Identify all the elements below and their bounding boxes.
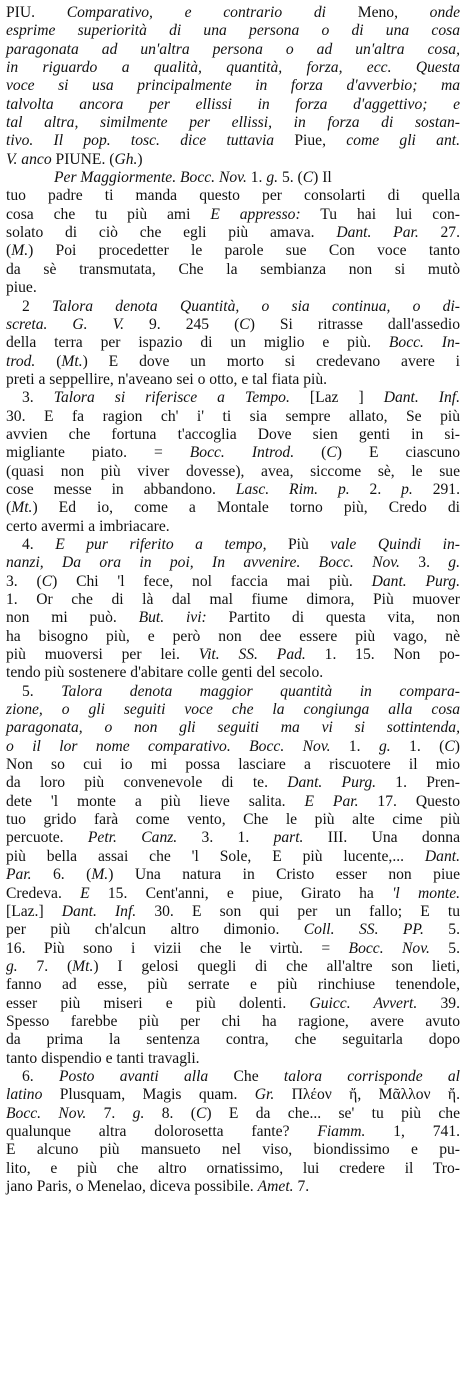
italic-text: Posto avanti alla <box>58 1067 209 1085</box>
roman-text: 8. ( <box>144 1104 196 1122</box>
entry-line <box>6 1050 460 1068</box>
roman-text: da loro più convenevole di te. <box>6 774 288 792</box>
roman-text: ) <box>454 737 460 755</box>
roman-text: percuote. <box>6 829 88 847</box>
italic-text: C <box>41 572 53 590</box>
italic-text: E pur riferito a tempo, <box>55 535 267 553</box>
entry-line <box>6 114 460 132</box>
roman-text: 30. E son qui per un fallo; E tu <box>136 902 460 920</box>
roman-text: PIU. <box>6 4 36 21</box>
entry-line <box>6 903 460 921</box>
roman-text: Meno, <box>357 4 398 21</box>
entry-line <box>6 940 460 958</box>
roman-text: lito, e più che altro ornatissimo, lui credere il Tro- <box>6 1159 460 1177</box>
entry-line <box>6 187 460 205</box>
roman-text: Piue, <box>294 132 326 150</box>
roman-text: 6. <box>22 1067 59 1085</box>
roman-text: Plusquam, Magis quam. <box>42 1086 255 1104</box>
italic-text: tivo. Il pop. tosc. dice tuttavia <box>6 132 295 150</box>
roman-text: 3. <box>399 554 449 572</box>
entry-line <box>6 151 460 169</box>
entry-line <box>6 1013 460 1031</box>
italic-text: Talora denota maggior quantità in compara- <box>61 682 460 700</box>
entry-line <box>6 1068 460 1086</box>
roman-text: 16. Più sono i vizii che le virtù. = <box>6 939 349 957</box>
roman-text: qualunque altra dolorosetta fante? <box>6 1122 318 1140</box>
roman-text: 1. Pren- <box>376 774 460 792</box>
roman-text: non mi può. <box>6 609 139 627</box>
entry-line <box>6 481 460 499</box>
italic-text: C <box>195 1104 207 1122</box>
entry-line <box>6 701 460 719</box>
roman-text: 6. ( <box>31 866 92 884</box>
roman-text: da sè transmutata, Che la sembianza non si mutò <box>6 260 460 278</box>
entry-line <box>6 719 460 737</box>
roman-text: cosa che tu più ami <box>6 205 211 223</box>
roman-text: ) Chi 'l fece, nol faccia mai più. <box>52 572 372 590</box>
roman-text: migliante piato. = <box>6 444 190 462</box>
entry-line <box>6 389 460 407</box>
roman-text: ) E dove un morto si credevano avere i <box>82 352 460 370</box>
entry-line <box>6 1086 460 1104</box>
roman-text: più muoversi per lei. <box>6 646 199 664</box>
italic-text: Mt. <box>72 957 94 975</box>
roman-text: cose messe in abbandono. <box>6 480 236 498</box>
entry-line <box>6 96 460 114</box>
roman-text: 7. <box>86 1104 133 1122</box>
entry-line <box>6 334 460 352</box>
italic-text: E <box>80 884 90 902</box>
italic-text: Mt. <box>11 499 33 517</box>
roman-text: 17. Questo <box>358 792 461 810</box>
roman-text: 39. <box>417 994 460 1012</box>
roman-text: fanno ad esse, più serrate e più rinchiuse tenendole, <box>6 976 460 994</box>
italic-text: Comparativo, e contrario di <box>35 4 358 21</box>
entry-line <box>6 77 460 95</box>
roman-text: ) E da che... se' tu più che <box>206 1104 460 1122</box>
italic-text: Per Maggiormente. Bocc. Nov. <box>54 169 251 187</box>
italic-text: screta. G. V. <box>6 315 149 333</box>
roman-text: 5. <box>423 921 460 939</box>
entry-line <box>6 279 460 297</box>
roman-text: dete 'l monte a più lieve salita. <box>6 792 305 810</box>
entry-line <box>6 1178 460 1196</box>
entry-line <box>6 976 460 994</box>
entry-line <box>6 242 460 260</box>
entry-line <box>6 609 460 627</box>
italic-text: talvolta ancora per ellissi in forza d'aggettivo; e <box>6 95 460 113</box>
entry-line <box>6 591 460 609</box>
italic-text: Dant. Inf. <box>61 902 137 920</box>
entry-line <box>6 298 460 316</box>
roman-text: tuo grido farà come vento, Che le più alte cime più <box>6 811 460 829</box>
entry-line <box>6 224 460 242</box>
italic-text: Dant. Purg. <box>371 572 460 590</box>
italic-text: zione, o gli seguiti voce che la congiunga alla cosa <box>6 701 460 719</box>
roman-text: [Laz ] <box>289 389 384 407</box>
roman-text: Spesso farebbe più per chi ha ragione, avere avuto <box>6 1012 460 1030</box>
italic-text: E appresso: <box>210 205 301 223</box>
roman-text: 1, 741. <box>365 1122 461 1140</box>
roman-text: ) Poi procedetter le parole sue Con voce tanto <box>28 242 460 260</box>
italic-text: Dant. Purg. <box>287 774 377 792</box>
entry-line <box>6 463 460 481</box>
italic-text: come gli ant. <box>325 132 460 150</box>
roman-text: Partito di questa vita, non <box>206 609 461 627</box>
roman-text: 3. 1. <box>177 829 274 847</box>
entry-line <box>6 444 460 462</box>
entry-line <box>6 958 460 976</box>
roman-text: jano Paris, o Menelao, diceva possibile. <box>6 1178 258 1195</box>
roman-text: esser più miseri e più dolenti. <box>6 994 310 1012</box>
italic-text: talora corrisponde al <box>283 1067 461 1085</box>
roman-text: ha bisogno più, e però non dee essere più vago, nè <box>6 627 460 645</box>
italic-text: Gh. <box>114 150 138 168</box>
roman-text: certo avermi a imbriacare. <box>6 517 170 535</box>
roman-text: 3. <box>22 389 54 407</box>
entry-line <box>6 1105 460 1123</box>
roman-text: 30. E fa ragion ch' i' ti sia sempre allato, Se più <box>6 407 460 425</box>
roman-text: ( <box>6 242 12 260</box>
roman-text: ) E ciascuno <box>336 444 461 462</box>
roman-text: (quasi non più viver dovesse), avea, siccome sè, le sue <box>6 462 460 480</box>
roman-text: 1. Or che di là dal mal fiume dimora, Più muover <box>6 591 460 608</box>
entry-line <box>6 573 460 591</box>
entry-line <box>6 518 460 536</box>
roman-text: più bella assai che 'l Sole, E più lucente,... <box>6 847 425 865</box>
roman-text: ) Il <box>313 169 332 187</box>
roman-text: piue. <box>6 279 37 297</box>
roman-text: preti a seppellire, n'aveano sei o otto, e tal fiata più. <box>6 370 328 388</box>
roman-text: 7. <box>293 1178 310 1195</box>
entry-line <box>6 554 460 572</box>
roman-text: Tu hai lui con- <box>300 205 460 223</box>
entry-line <box>6 132 460 150</box>
italic-text: onde <box>397 4 460 21</box>
roman-text: 5. ( <box>281 169 303 187</box>
italic-text: M. <box>91 866 109 884</box>
roman-text: 4. <box>22 535 56 553</box>
italic-text: paragonata ad un'altra persona o ad un'altra cosa, <box>6 40 460 58</box>
italic-text: 'l monte. <box>392 884 461 902</box>
italic-text: nanzi, Da ora in poi, In avvenire. Bocc. Nov. <box>6 554 400 572</box>
italic-text: Dant. Inf. <box>383 389 461 407</box>
roman-text: 1. ( <box>390 737 445 755</box>
italic-text: C <box>326 444 337 462</box>
roman-text: ( <box>35 352 62 370</box>
italic-text: o il lor nome comparativo. Bocc. Nov. <box>6 737 331 755</box>
entry-line <box>6 628 460 646</box>
italic-text: g. <box>266 169 282 187</box>
italic-text: paragonata, o non gli seguiti ma vi si sottintenda, <box>6 719 460 737</box>
italic-text: g. <box>6 957 18 975</box>
roman-text: ) Una natura in Cristo esser non piue <box>108 866 460 884</box>
italic-text: Coll. SS. PP. <box>303 921 424 939</box>
roman-text: solato di ciò che egli più amava. <box>6 224 337 242</box>
italic-text: Guicc. Avvert. <box>309 994 418 1012</box>
entry-line <box>6 646 460 664</box>
entry-line <box>6 1141 460 1159</box>
roman-text: 1. <box>250 169 267 187</box>
italic-text: Fiamm. <box>317 1122 366 1140</box>
roman-text: ( <box>294 444 327 462</box>
italic-text: C <box>239 315 250 333</box>
roman-text: 5. <box>22 682 62 700</box>
italic-text: p. <box>401 480 413 498</box>
roman-text: [Laz.] <box>6 902 62 920</box>
entry-line <box>6 664 460 682</box>
roman-text: 2. <box>349 480 402 498</box>
roman-text: da prima la sentenza contra, che seguitarla dopo <box>6 1031 460 1049</box>
entry-line <box>6 261 460 279</box>
entry-line <box>6 316 460 334</box>
italic-text: Dant. Par. <box>336 224 419 242</box>
roman-text: Che <box>208 1067 284 1085</box>
entry-line <box>6 169 460 187</box>
roman-text: ) Ed io, come a Montale torno più, Credo di <box>32 499 460 517</box>
italic-text: tal altra, similmente per ellissi, in forza di sostan- <box>6 114 460 132</box>
entry-line <box>6 1031 460 1049</box>
italic-text: Par. <box>6 866 32 884</box>
roman-text: Non so cui io mi possa lasciare a riscuotere il mio <box>6 756 460 774</box>
roman-text: 27. <box>418 224 461 242</box>
italic-text: voce si usa principalmente in forza d'avverbio; ma <box>6 77 460 95</box>
italic-text: g. <box>132 1104 145 1122</box>
roman-text: 2 <box>22 297 53 315</box>
italic-text: C <box>444 737 455 755</box>
roman-text: ) <box>137 150 143 168</box>
italic-text: latino <box>6 1086 43 1104</box>
entry-line <box>6 774 460 792</box>
roman-text: 15. Cent'anni, e piue, Girato ha <box>89 884 393 902</box>
italic-text: Gr. <box>254 1086 275 1104</box>
italic-text: E Par. <box>304 792 359 810</box>
italic-text: trod. <box>6 352 36 370</box>
entry-line <box>6 59 460 77</box>
roman-text: tanto dispendio e tanti travagli. <box>6 1049 200 1067</box>
italic-text: Bocc. Nov. <box>6 1104 87 1122</box>
italic-text: Mt. <box>61 352 83 370</box>
roman-text: III. Una donna <box>303 829 460 847</box>
roman-text: avvien che fortuna t'accoglia Dove sien genti in si- <box>6 425 460 443</box>
roman-text: 1. <box>330 737 379 755</box>
roman-text: 1. 15. Non po- <box>305 646 460 664</box>
roman-text: per più ch'alcun altro dimonio. <box>6 921 304 939</box>
entry-line <box>6 206 460 224</box>
italic-text: Dant. <box>424 847 460 865</box>
entry-line <box>6 683 460 701</box>
italic-text: M. <box>11 242 29 260</box>
roman-text: Credeva. <box>6 884 81 902</box>
roman-text: ( <box>6 499 12 517</box>
entry-line <box>6 4 460 22</box>
italic-text: V. anco <box>6 150 56 168</box>
roman-text: PIUNE. ( <box>55 150 115 168</box>
entry-line <box>6 885 460 903</box>
italic-text: Amet. <box>257 1178 294 1195</box>
dictionary-entry-piu <box>6 4 460 1196</box>
italic-text: C <box>302 169 314 187</box>
roman-text: 7. ( <box>17 957 73 975</box>
entry-line <box>6 811 460 829</box>
italic-text: g. <box>448 554 460 572</box>
italic-text: Vit. SS. Pad. <box>198 646 306 664</box>
italic-text: in riguardo a qualità, quantità, forza, ecc. Questa <box>6 59 460 77</box>
italic-text: g. <box>378 737 391 755</box>
entry-line <box>6 738 460 756</box>
roman-text: 3. ( <box>6 572 42 590</box>
entry-line <box>6 536 460 554</box>
entry-line <box>6 22 460 40</box>
italic-text: esprime superiorità di una persona o di una cosa <box>6 22 460 40</box>
italic-text: part. <box>273 829 304 847</box>
roman-text: Πλέον ἤ, Μᾶλλον ἤ. <box>274 1086 460 1104</box>
roman-text: 291. <box>412 480 461 498</box>
entry-line <box>6 793 460 811</box>
roman-text: della terra per ispazio di un miglio e più. <box>6 334 389 352</box>
entry-line <box>6 995 460 1013</box>
entry-line <box>6 426 460 444</box>
italic-text: vale Quindi in- <box>330 535 460 553</box>
entry-line <box>6 1160 460 1178</box>
italic-text: Bocc. Nov. <box>348 939 430 957</box>
italic-text: Petr. Canz. <box>87 829 178 847</box>
entry-line <box>6 866 460 884</box>
italic-text: Talora denota Quantità, o sia continua, o di- <box>52 297 460 315</box>
entry-line <box>6 829 460 847</box>
entry-line <box>6 408 460 426</box>
entry-line <box>6 756 460 774</box>
roman-text: Più <box>266 535 331 553</box>
roman-text: 5. <box>429 939 460 957</box>
italic-text: Talora si riferisce a Tempo. <box>53 389 290 407</box>
entry-line <box>6 41 460 59</box>
entry-line <box>6 1123 460 1141</box>
roman-text: E alcuno più mansueto nel viso, biondissimo e pu- <box>6 1141 460 1159</box>
entry-line <box>6 921 460 939</box>
entry-line <box>6 371 460 389</box>
roman-text: ) I gelosi quegli di che all'altre son lieti, <box>93 957 460 975</box>
roman-text: tendo più sostenere d'abitare colle genti del secolo. <box>6 664 324 682</box>
entry-line <box>6 353 460 371</box>
roman-text: ) Si ritrasse dall'assedio <box>249 315 461 333</box>
italic-text: Lasc. Rim. p. <box>235 480 350 498</box>
italic-text: Bocc. In- <box>388 334 460 352</box>
entry-line <box>6 499 460 517</box>
italic-text: Bocc. Introd. <box>189 444 295 462</box>
italic-text: But. ivi: <box>138 609 207 627</box>
roman-text: tuo padre ti manda questo per consolarti di quella <box>6 187 460 205</box>
entry-line <box>6 848 460 866</box>
roman-text: 9. 245 ( <box>149 315 240 333</box>
